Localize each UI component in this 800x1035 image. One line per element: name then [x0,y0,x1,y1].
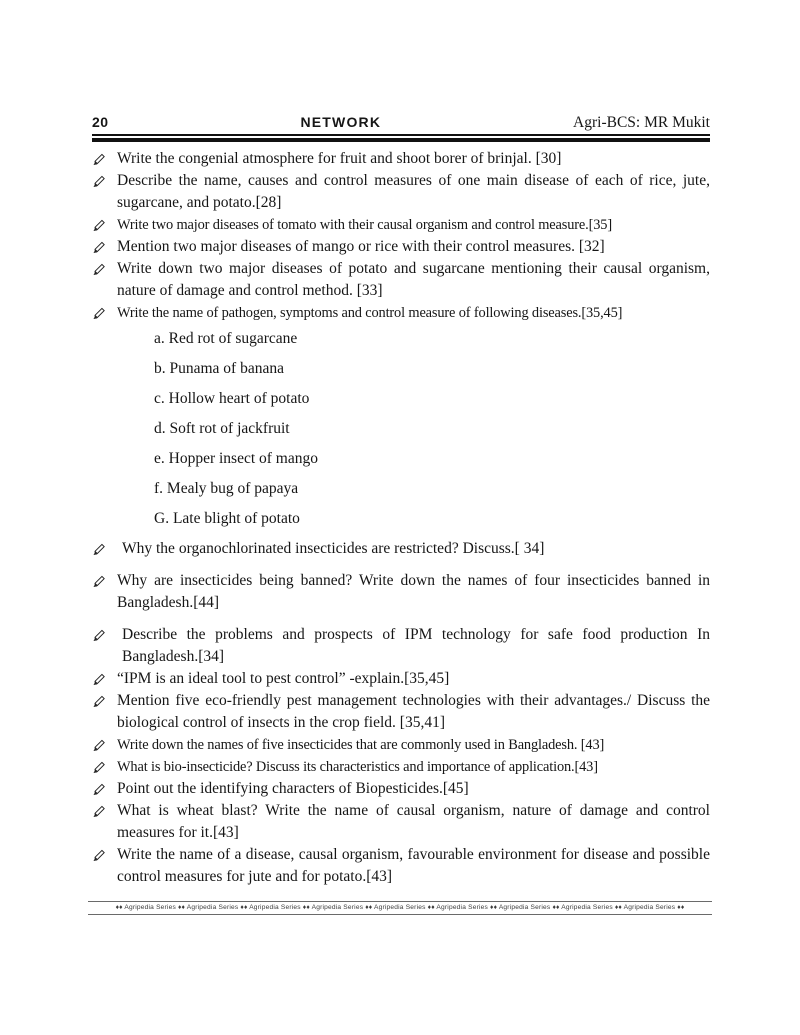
list-item [92,844,710,888]
question-text: Write two major diseases of tomato with their causal organism and control measure.[35] [117,217,612,233]
pen-icon [92,734,117,752]
header-rule [92,138,710,142]
pen-icon [92,170,117,188]
question-text: Why the organochlorinated insecticides are restricted? Discuss.[ 34] [122,540,545,557]
list-item [92,778,710,800]
question-text: Write the name of pathogen, symptoms and control measure of following diseases.[35,45] [117,305,623,321]
list-item [92,302,710,324]
pen-icon [92,668,117,686]
list-item [92,148,710,170]
sublist-item: G. Late blight of potato [154,510,300,527]
question-text: Write the congenial atmosphere for fruit and shoot borer of brinjal. [30] [117,150,562,167]
question-text: “IPM is an ideal tool to pest control” -explain.[35,45] [117,670,450,687]
question-text: Why are insecticides being banned? Write down the names of four insecticides banned in Bangladesh.[44] [117,572,710,611]
pen-icon [92,302,117,320]
question-text: Write down two major diseases of potato and sugarcane mentioning their causal organism, nature of damage and control method. [33] [117,260,710,299]
pen-icon [92,624,117,642]
question-text: Mention five eco-friendly pest management technologies with their advantages./ Discuss the biological control of insects in the crop field. [35,41] [117,692,710,731]
list-item [92,756,710,778]
sublist-item: a. Red rot of sugarcane [154,330,298,347]
page-number: 20 [92,114,109,130]
list-item [92,800,710,844]
list-item [92,170,710,214]
sublist-item: f. Mealy bug of papaya [154,480,299,497]
list-item [92,668,710,690]
page-footer [88,901,712,915]
sublist-item: c. Hollow heart of potato [154,390,310,407]
question-list [92,148,710,888]
header-row [92,114,710,136]
pen-icon [92,236,117,254]
header-author: Agri-BCS: MR Mukit [573,114,710,131]
pen-icon [92,214,117,232]
pen-icon [92,570,117,588]
pen-icon [92,538,117,556]
question-text: Write the name of a disease, causal organism, favourable environment for disease and possible control measures for jute and for potato.[43] [117,846,710,885]
list-item [92,624,710,668]
pen-icon [92,800,117,818]
question-text: Describe the name, causes and control measures of one main disease of each of rice, jute, sugarcane, and potato.[28] [117,172,710,211]
question-text: Describe the problems and prospects of IPM technology for safe food production In Bangladesh.[34] [122,626,710,665]
question-text: Mention two major diseases of mango or rice with their control measures. [32] [117,238,605,255]
question-text: What is wheat blast? Write the name of causal organism, nature of damage and control measures for it.[43] [117,802,710,841]
question-text: Write down the names of five insecticides that are commonly used in Bangladesh. [43] [117,737,605,753]
list-item [92,690,710,734]
pen-icon [92,756,117,774]
sublist-item: d. Soft rot of jackfruit [154,420,290,437]
question-text: What is bio-insecticide? Discuss its characteristics and importance of application.[43] [117,759,598,775]
page-header [92,114,710,142]
list-item [92,538,710,560]
list-item [92,258,710,302]
pen-icon [92,148,117,166]
list-item [92,734,710,756]
footer-series-text: ♦♦ Agripedia Series ♦♦ Agripedia Series ♦♦ Agripedia Series ♦♦ Agripedia Series ♦♦ Agripedia Series ♦♦ Agripedia Series ♦♦ Agripedia Series ♦♦ Agripedia Series ♦♦ Agripedia Series ♦♦ [115,904,685,911]
disease-sublist [154,328,710,530]
question-text: Point out the identifying characters of Biopesticides.[45] [117,780,469,797]
page-title: NETWORK [300,114,382,130]
pen-icon [92,690,117,708]
list-item [92,236,710,258]
list-item [92,570,710,614]
list-item [92,214,710,236]
pen-icon [92,258,117,276]
sublist-item: e. Hopper insect of mango [154,450,318,467]
pen-icon [92,844,117,862]
sublist-item: b. Punama of banana [154,360,284,377]
pen-icon [92,778,117,796]
